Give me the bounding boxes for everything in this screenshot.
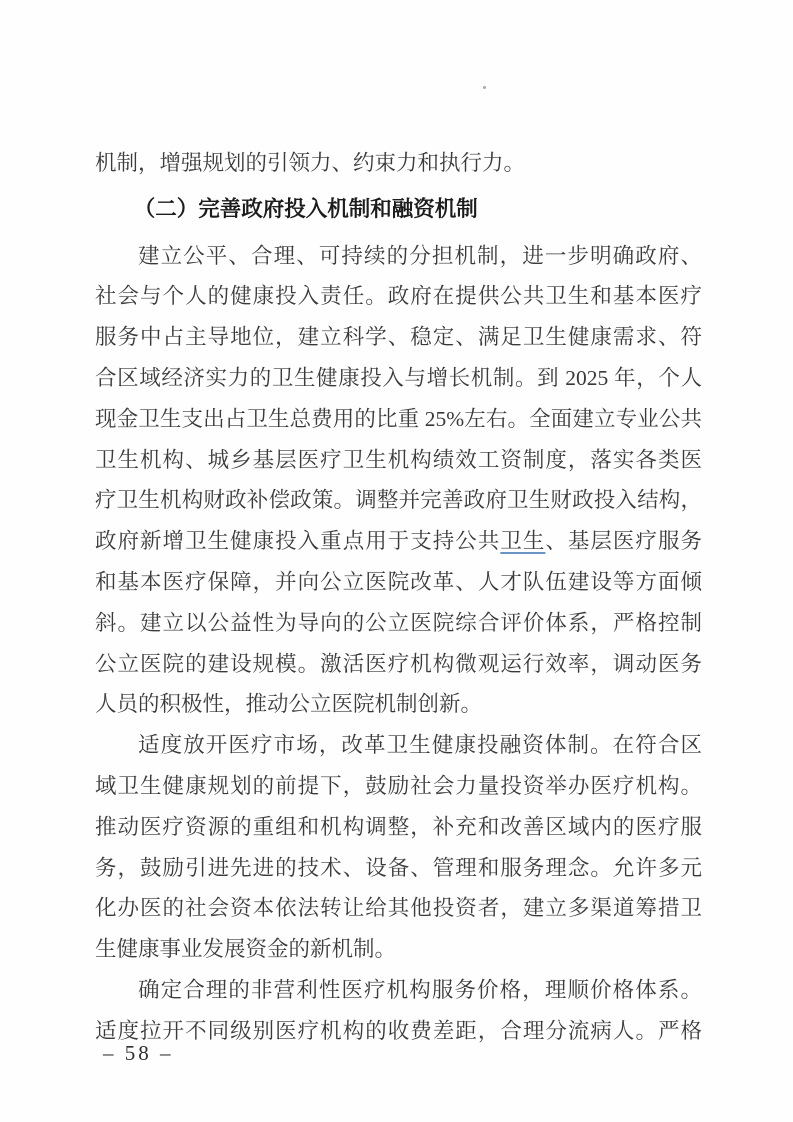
paragraph-line: 确定合理的非营利性医疗机构服务价格，理顺价格体系。 (138, 977, 702, 1002)
paragraph-line: 务，鼓励引进先进的技术、设备、管理和服务理念。允许多元 (95, 855, 702, 880)
paragraph-line: 斜。建立以公益性为导向的公立医院综合评价体系，严格控制 (95, 610, 702, 635)
paragraph-line: 疗卫生机构财政补偿政策。调整并完善政府卫生财政投入结构， (95, 488, 702, 513)
paragraph-line: 人员的积极性，推动公立医院机制创新。 (95, 692, 483, 717)
scan-speck (483, 86, 486, 89)
paragraph-line: 和基本医疗保障，并向公立医院改革、人才队伍建设等方面倾 (95, 569, 702, 594)
page-number: – 58 – (103, 1041, 174, 1065)
page-content (95, 143, 702, 1052)
paragraph-line: 卫生机构、城乡基层医疗卫生机构绩效工资制度，落实各类医 (95, 447, 702, 472)
paragraph-line-with-underline (95, 521, 702, 562)
paragraph-line: 域卫生健康规划的前提下，鼓励社会力量投资举办医疗机构。 (95, 773, 702, 798)
paragraph-line: 合区域经济实力的卫生健康投入与增长机制。到 2025 年，个人 (95, 365, 702, 390)
paragraph-line: 社会与个人的健康投入责任。政府在提供公共卫生和基本医疗 (95, 284, 702, 309)
paragraph-line: 现金卫生支出占卫生总费用的比重 25%左右。全面建立专业公共 (95, 406, 702, 431)
continuation-line: 机制，增强规划的引领力、约束力和执行力。 (95, 151, 526, 175)
paragraph-line: 适度拉开不同级别医疗机构的收费差距，合理分流病人。严格 (95, 1018, 702, 1043)
paragraph-line: 建立公平、合理、可持续的分担机制，进一步明确政府、 (138, 243, 702, 268)
paragraph-line: 化办医的社会资本依法转让给其他投资者，建立多渠道筹措卫 (95, 896, 702, 921)
paragraph-line: 公立医院的建设规模。激活医疗机构微观运行效率，调动医务 (95, 651, 702, 676)
section-heading: （二）完善政府投入机制和融资机制 (133, 196, 478, 221)
paragraph-line: 生健康事业发展资金的新机制。 (95, 937, 397, 962)
underlined-text: 卫生 (500, 529, 546, 554)
paragraph-line: 适度放开医疗市场，改革卫生健康投融资体制。在符合区 (138, 733, 702, 758)
paragraph-line: 推动医疗资源的重组和机构调整，补充和改善区域内的医疗服 (95, 814, 702, 839)
paragraph-line: 服务中占主导地位，建立科学、稳定、满足卫生健康需求、符 (95, 325, 702, 350)
line-segment: 政府新增卫生健康投入重点用于支持公共 (95, 529, 501, 554)
line-segment: 、基层医疗服务 (545, 529, 702, 554)
